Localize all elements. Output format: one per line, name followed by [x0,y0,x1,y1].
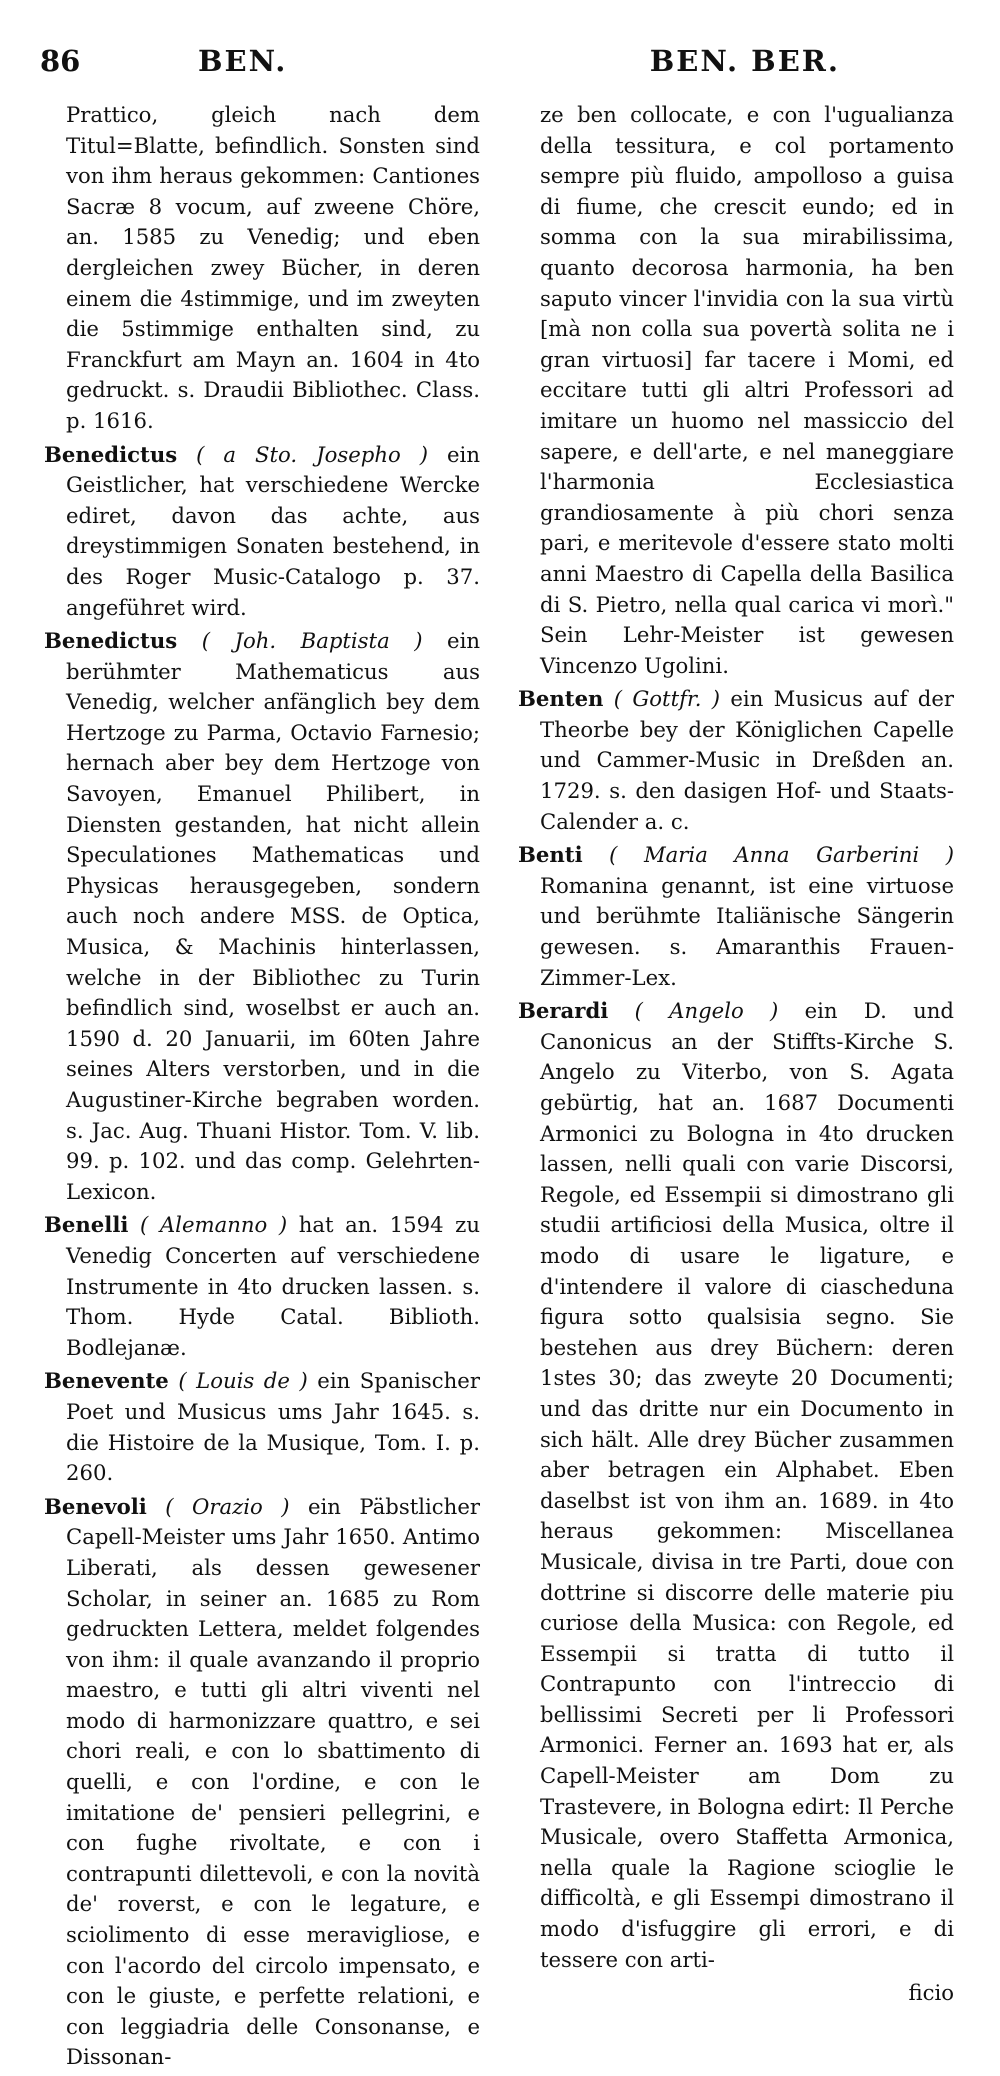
entry-benevoli [44,1492,480,2073]
entry-benti [518,840,954,993]
continued-entry-text: ze ben collocate, e con l'ugualianza della tessitura, e col portamento sempre più fluido, ampolloso a guisa di fiume, che crescit eundo; ed in somma con la sua mirabilissima, quanto decorosa harmonia, ha ben saputo vincer l'invidia con la sua virtù [mà non colla sua povertà solita ne i gran virtuosi] far tacere i Momi, ed eccitare tutti gli altri Professori ad imitare un huomo nel massiccio del sapere, e dell'arte, e nel maneggiare l'harmonia Ecclesiastica grandiosamente à più chori senza pari, e meritevole d'essere stato molti anni Maestro di Capella della Basilica di S. Pietro, nella qual carica vi morì." Sein Lehr-Meister ist gewesen Vincenzo Ugolini. [540,102,954,678]
entry-qualifier: ( Angelo ) [634,998,779,1024]
entry-headword: Benten [518,686,604,712]
entry-berardi [518,996,954,1975]
entry-text: ein berühmter Mathematicus aus Venedig, welcher anfänglich bey dem Hertzoge zu Parma, Octavio Farnesio; hernach aber bey dem Hertzoge von Savoyen, Emanuel Philibert, in Diensten gestanden, hat nicht allein Speculationes Mathematicas und Physicas herausgegeben, sondern auch noch andere MSS. de Optica, Musica, & Machinis hinterlassen, welche in der Bibliothec zu Turin befindlich sind, woselbst er auch an. 1590 d. 20 Januarii, im 60ten Jahre seines Alters verstorben, und in die Augustiner-Kirche begraben worden. s. Jac. Aug. Thuani Histor. Tom. V. lib. 99. p. 102. und das comp. Gelehrten-Lexicon. [66,628,480,1204]
continued-entry-text: Prattico, gleich nach dem Titul=Blatte, befindlich. Sonsten sind von ihm heraus gekommen: Cantiones Sacræ 8 vocum, auf zweene Chöre, an. 1585 zu Venedig; und eben dergleichen zwey Bücher, in deren einem die 4stimmige, und im zweyten die 5stimmige enthalten sind, zu Franckfurt am Mayn an. 1604 in 4to gedruckt. s. Draudii Bibliothec. Class. p. 1616. [66,102,480,433]
entry-benedictus-joh-baptista [44,626,480,1207]
entry-qualifier: ( Maria Anna Garberini ) [609,842,954,868]
entry-headword: Berardi [518,998,609,1024]
entry-headword: Benelli [44,1212,129,1238]
catchword: ficio [908,1980,954,2006]
entry-benevente [44,1366,480,1488]
page-header [40,44,960,90]
entry-headword: Benti [518,842,583,868]
entry-benelli [44,1210,480,1363]
right-running-head: BEN. BER. [649,44,840,78]
left-column [44,100,480,2076]
left-running-head: BEN. [198,44,288,78]
entry-text: ein Geistlicher, hat verschiedene Wercke ediret, davon das achte, aus dreystimmigen Sonaten bestehend, in des Roger Music-Catalogo p. 37. angeführet wird. [66,441,480,620]
entry-qualifier: ( Gottfr. ) [613,686,721,712]
entry-qualifier: ( Joh. Baptista ) [201,628,423,654]
entry-text: ein Päbstlicher Capell-Meister ums Jahr 1650. Antimo Liberati, als dessen gewesener Scholar, in seiner an. 1685 zu Rom gedruckten Lettera, meldet folgendes von ihm: il quale avanzando il proprio maestro, e tutti gli altri viventi nel modo di harmonizzare quattro, e sei chori reali, e con lo sbattimento di quelli, e con l'ordine, e con le imitatione de' pensieri pellegrini, e con fughe rivoltate, e con i contrapunti dilettevoli, e con la novità de' roverst, e con le legature, e sciolimento di esse meravigliose, e con l'acordo del circolo impensato, e con le giuste, e perfette relationi, e con leggiadria delle Consonanse, e Dissonan- [66,1493,480,2070]
entry-qualifier: ( a Sto. Josepho ) [196,441,429,467]
entry-benedictus-a-sto-josepho [44,440,480,624]
entry-text: ein Musicus auf der Theorbe bey der Königlichen Capelle und Cammer-Music in Dreßden an. 1729. s. den dasigen Hof- und Staats-Calender a. c. [540,686,954,834]
entry-headword: Benevente [44,1368,169,1394]
entry-text: Romanina genannt, ist eine virtuose und berühmte Italiänische Sängerin gewesen. s. Amaranthis Frauen-Zimmer-Lex. [540,872,954,990]
entry-text: ein D. und Canonicus an der Stiffts-Kirche S. Angelo zu Viterbo, von S. Agata gebürtig, hat an. 1687 Documenti Armonici zu Bologna in 4to drucken lassen, nelli quali con varie Discorsi, Regole, ed Essempii si dimostrano gli studii artificiosi della Musica, oltre il modo di usare le ligature, e d'intendere il valore di ciascheduna figura sotto qualsisia segno. Sie bestehen aus drey Büchern: deren 1stes 30; das zweyte 20 Documenti; und das dritte nur ein Documento in sich hält. Alle drey Bücher zusammen aber betragen ein Alphabet. Eben daselbst ist von ihm an. 1689. in 4to heraus gekommen: Miscellanea Musicale, divisa in tre Parti, doue con dottrine si discorre delle materie piu curiose della Musica: con Regole, ed Essempii si tratta di tutto il Contrapunto con l'intreccio di bellissimi Secreti per li Professori Armonici. Ferner an. 1693 hat er, als Capell-Meister am Dom zu Trastevere, in Bologna edirt: Il Perche Musicale, overo Staffetta Armonica, nella quale la Ragione scioglie le difficoltà, e gli Essempi dimostrano il modo d'isfuggire gli errori, e di tessere con arti- [540,998,954,1972]
entry-text: hat an. 1594 zu Venedig Concerten auf verschiedene Instrumente in 4to drucken lassen. s. Thom. Hyde Catal. Biblioth. Bodlejanæ. [66,1212,480,1360]
entry-qualifier: ( Alemanno ) [140,1212,288,1238]
page-number: 86 [40,44,81,78]
entry-qualifier: ( Orazio ) [165,1493,290,1519]
entry-benten [518,684,954,837]
entry-headword: Benedictus [44,628,178,654]
entry-text: ein Spanischer Poet und Musicus ums Jahr 1645. s. die Histoire de la Musique, Tom. I. p. 260. [66,1368,480,1486]
entry-headword: Benedictus [44,441,178,467]
entry-headword: Benevoli [44,1493,147,1519]
right-column [518,100,954,2009]
entry-qualifier: ( Louis de ) [178,1368,308,1394]
